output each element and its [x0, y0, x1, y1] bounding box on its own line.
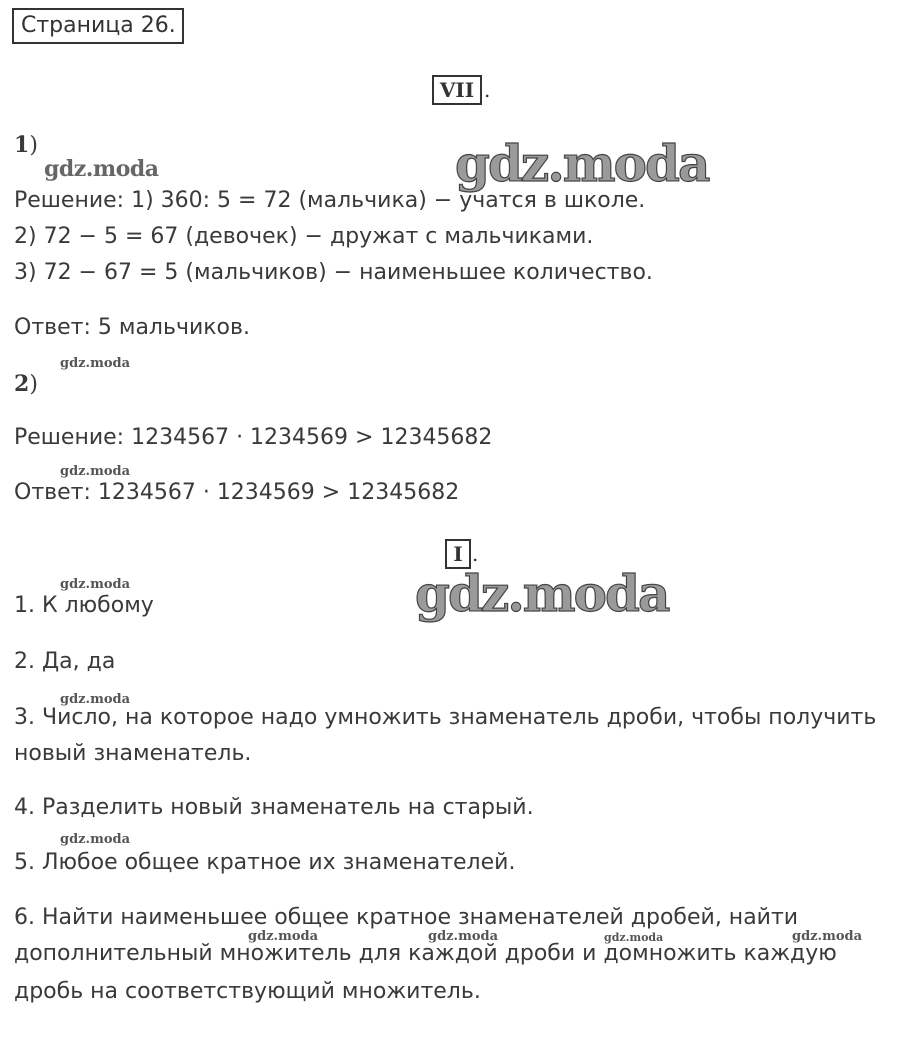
- watermark-small: gdz.moda: [60, 692, 131, 707]
- list-item-6-line-3: дробь на соответствующий множитель.: [14, 979, 481, 1004]
- list-item-2: 2. Да, да: [14, 649, 116, 674]
- list-item-6: 6. Найти наименьшее общее кратное знаменателей дробей, найти: [14, 905, 799, 930]
- list-item-3: 3. Число, на которое надо умножить знаменатель дроби, чтобы получить: [14, 705, 877, 730]
- answer-task-2: Ответ: 1234567 · 1234569 > 12345682: [14, 480, 460, 505]
- answer-line-1: Ответ: 5 мальчиков.: [14, 315, 250, 340]
- watermark-small: gdz.moda: [60, 464, 131, 479]
- watermark-small: gdz.moda: [248, 929, 319, 944]
- list-item-5: 5. Любое общее кратное их знаменателей.: [14, 850, 516, 875]
- page-label: Страница 26: [21, 13, 169, 38]
- page-number-box: [12, 8, 184, 44]
- watermark-large: gdz.moda: [455, 134, 709, 193]
- section-heading-vii-dot: .: [484, 78, 491, 102]
- section-heading-i: I: [445, 539, 471, 569]
- list-item-3-continued: новый знаменатель.: [14, 741, 252, 766]
- watermark-small: gdz.moda: [428, 929, 499, 944]
- watermark-small: gdz.moda: [604, 931, 664, 944]
- watermark-small: gdz.moda: [60, 356, 131, 371]
- solution-line-3: 3) 72 − 67 = 5 (мальчиков) − наименьшее количество.: [14, 260, 653, 285]
- task-2-number: 2): [14, 371, 38, 397]
- watermark-small: gdz.moda: [60, 577, 131, 592]
- list-item-1: 1. К любому: [14, 593, 154, 618]
- solution-task-2: Решение: 1234567 · 1234569 > 12345682: [14, 425, 493, 450]
- section-heading-i-dot: .: [472, 542, 479, 566]
- page-label-dot: .: [168, 13, 176, 38]
- solution-line-1: Решение: 1) 360: 5 = 72 (мальчика) − учатся в школе.: [14, 188, 646, 213]
- watermark-small: gdz.moda: [60, 832, 131, 847]
- section-heading-vii: VII: [432, 75, 482, 105]
- watermark-small: gdz.moda: [792, 929, 863, 944]
- watermark-large: gdz.moda: [415, 564, 669, 623]
- list-item-6-line-2: дополнительный множитель для каждой дроби и домножить каждую: [14, 941, 837, 966]
- task-1-number: 1): [14, 132, 38, 158]
- list-item-4: 4. Разделить новый знаменатель на старый.: [14, 795, 534, 820]
- solution-line-2: 2) 72 − 5 = 67 (девочек) − дружат с мальчиками.: [14, 224, 594, 249]
- watermark-mid: gdz.moda: [44, 156, 159, 182]
